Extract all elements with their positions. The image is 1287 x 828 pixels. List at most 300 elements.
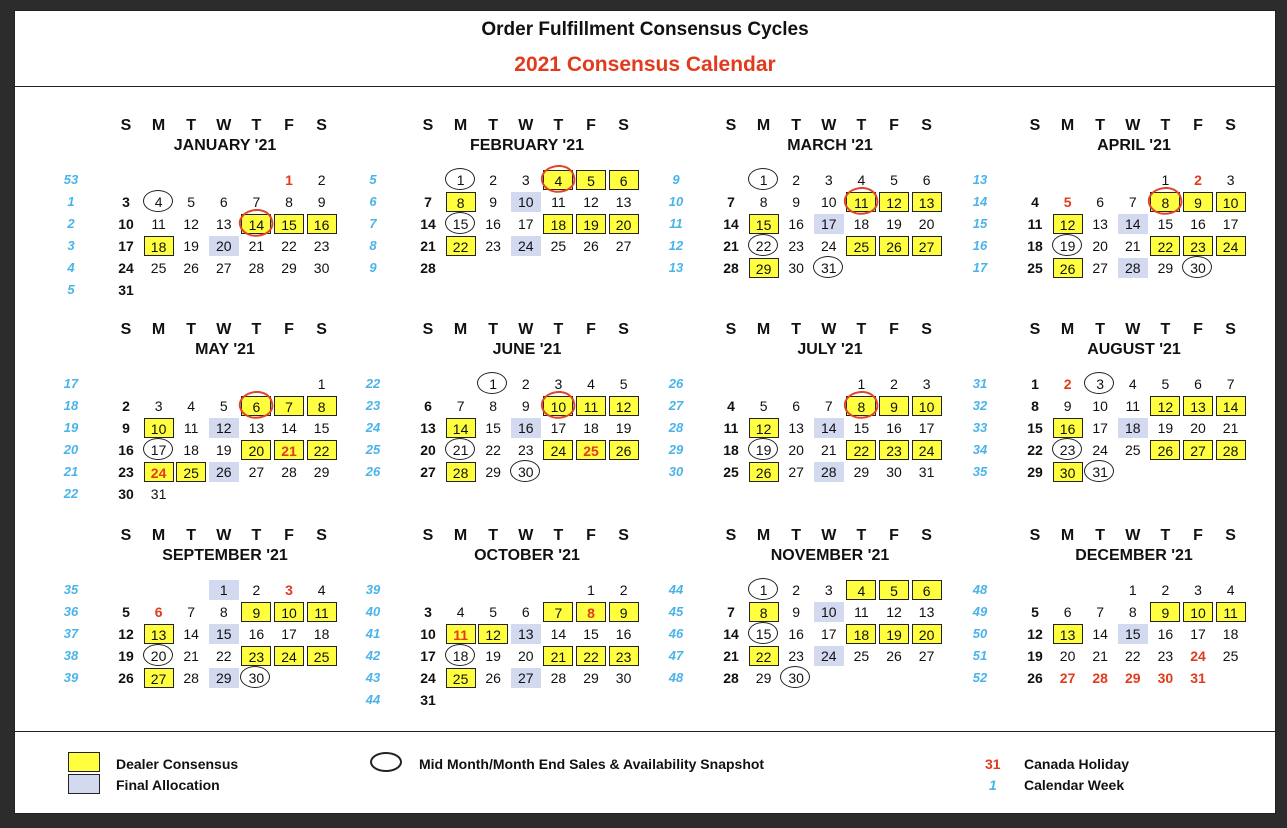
weekday-label: T: [251, 117, 262, 134]
calendar-week-number: 10: [668, 194, 684, 209]
calendar-day: 26: [1053, 258, 1083, 278]
calendar-week-number: 17: [63, 376, 79, 391]
month-february: [317, 117, 632, 307]
calendar-day: 9: [489, 194, 498, 210]
calendar-day: 19: [879, 624, 909, 644]
calendar-day: 7: [456, 398, 465, 414]
calendar-day: 3: [824, 172, 833, 188]
calendar-day: 20: [912, 624, 942, 644]
calendar-day: 9: [609, 602, 639, 622]
calendar-day: 19: [749, 440, 779, 460]
month-name: DECEMBER '21: [1075, 547, 1193, 564]
calendar-day: 18: [846, 624, 876, 644]
calendar-week-number: 19: [63, 420, 79, 435]
calendar-day: 8: [1128, 604, 1137, 620]
calendar-day: 7: [274, 396, 304, 416]
calendar-day: 5: [576, 170, 606, 190]
calendar-day: 4: [543, 170, 573, 190]
calendar-day: 17: [518, 216, 534, 232]
calendar-day: 4: [857, 172, 866, 188]
calendar-day: 14: [183, 626, 199, 642]
calendar-day: 14: [446, 418, 476, 438]
calendar-day: 9: [122, 420, 130, 436]
calendar-day: 1: [317, 376, 326, 392]
calendar-day: 21: [183, 648, 199, 664]
calendar-day: 25: [307, 646, 337, 666]
calendar-day: 13: [918, 604, 935, 620]
calendar-day: 22: [485, 442, 501, 458]
weekday-label: S: [316, 527, 327, 544]
calendar-day: 13: [248, 420, 265, 436]
weekday-label: S: [120, 321, 132, 338]
calendar-day: 23: [518, 442, 534, 458]
calendar-day: 17: [1092, 420, 1108, 436]
calendar-week-number: 26: [668, 376, 684, 391]
calendar-day: 29: [1125, 670, 1141, 686]
calendar-day: 30: [781, 668, 811, 688]
calendar-day: 10: [511, 192, 541, 212]
calendar-week-number: 12: [668, 238, 684, 253]
month-march: [620, 117, 935, 307]
calendar-subtitle: 2021 Consensus Calendar: [514, 53, 776, 76]
calendar-day: 28: [281, 464, 297, 480]
weekday-label: T: [553, 527, 564, 544]
weekday-label: T: [488, 117, 499, 134]
calendar-day: 23: [313, 238, 330, 254]
weekday-label: W: [821, 117, 837, 134]
weekday-header: [972, 321, 1236, 341]
calendar-week-number: 22: [365, 376, 381, 391]
calendar-day: 15: [853, 420, 870, 436]
weekday-label: M: [151, 117, 166, 134]
calendar-day: 16: [615, 626, 632, 642]
calendar-day: 12: [609, 396, 639, 416]
calendar-day: 20: [209, 236, 239, 256]
weekday-label: M: [756, 117, 771, 134]
weekday-label: S: [921, 117, 932, 134]
weekday-label: W: [518, 321, 534, 338]
calendar-day: 18: [1118, 418, 1148, 438]
calendar-day: 28: [723, 260, 739, 276]
weekday-label: S: [921, 527, 932, 544]
calendar-day: 6: [1063, 604, 1072, 620]
weekday-label: F: [889, 527, 899, 544]
weekday-label: F: [1193, 527, 1203, 544]
calendar-day: 5: [1161, 376, 1170, 392]
calendar-day: 5: [759, 398, 768, 414]
legend-dealer-label: Dealer Consensus: [116, 756, 239, 772]
calendar-day: 17: [1190, 626, 1206, 642]
calendar-day: 3: [922, 376, 931, 392]
calendar-day: 28: [446, 462, 476, 482]
weekday-label: M: [1060, 527, 1075, 544]
weekday-label: T: [1160, 321, 1171, 338]
calendar-day: 23: [879, 440, 909, 460]
calendar-day: 4: [317, 582, 326, 598]
calendar-day: 8: [846, 396, 876, 416]
calendar-day: 17: [281, 626, 297, 642]
weekday-label: T: [856, 117, 867, 134]
calendar-day: 22: [446, 236, 476, 256]
weekday-label: F: [586, 321, 596, 338]
calendar-day: 6: [1096, 194, 1105, 210]
calendar-day: 3: [424, 604, 432, 620]
calendar-day: 18: [583, 420, 599, 436]
calendar-week-number: 32: [972, 398, 988, 413]
weekday-label: F: [284, 117, 294, 134]
weekday-label: S: [618, 321, 629, 338]
calendar-week-number: 33: [972, 420, 988, 435]
calendar-day: 29: [1027, 464, 1043, 480]
calendar-day: 12: [1150, 396, 1180, 416]
weekday-label: S: [316, 321, 327, 338]
calendar-week-number: 11: [669, 216, 683, 231]
calendar-day: 7: [187, 604, 196, 620]
calendar-day: 4: [187, 398, 196, 414]
calendar-day: 4: [846, 580, 876, 600]
calendar-week-number: 53: [63, 172, 79, 187]
calendar-day: 3: [1085, 374, 1115, 394]
calendar-week-number: 13: [972, 172, 988, 187]
calendar-day: 15: [485, 420, 501, 436]
weekday-label: T: [186, 527, 197, 544]
calendar-day: 20: [788, 442, 804, 458]
month-october: [317, 527, 632, 717]
calendar-day: 12: [886, 604, 902, 620]
calendar-day: 31: [150, 486, 167, 502]
calendar-week-number: 48: [972, 582, 988, 597]
calendar-week-number: 46: [668, 626, 684, 641]
calendar-day: 8: [759, 194, 768, 210]
calendar-day: 27: [1183, 440, 1213, 460]
calendar-day: 1: [749, 580, 779, 600]
weekday-label: S: [1029, 527, 1041, 544]
calendar-day: 10: [1216, 192, 1246, 212]
calendar-week-number: 24: [365, 420, 381, 435]
calendar-day: 29: [485, 464, 501, 480]
calendar-day: 20: [918, 216, 935, 232]
calendar-day: 23: [241, 646, 271, 666]
week-sample: 1: [989, 777, 997, 793]
calendar-day: 9: [792, 194, 801, 210]
calendar-day: 16: [248, 626, 265, 642]
calendar-day: 11: [854, 604, 869, 620]
calendar-day: 10: [144, 418, 174, 438]
calendar-day: 14: [1216, 396, 1246, 416]
calendar-day: 21: [723, 238, 739, 254]
calendar-day: 30: [1157, 670, 1174, 686]
weekday-label: T: [1095, 117, 1106, 134]
calendar-day: 6: [912, 580, 942, 600]
weekday-label: S: [618, 117, 629, 134]
calendar-week-number: 40: [365, 604, 381, 619]
calendar-day: 31: [1190, 670, 1206, 686]
calendar-day: 29: [749, 258, 779, 278]
calendar-day: 6: [1194, 376, 1202, 392]
calendar-day: 7: [727, 194, 735, 210]
calendar-day: 23: [788, 648, 804, 664]
calendar-day: 13: [788, 420, 804, 436]
calendar-day: 7: [543, 602, 573, 622]
calendar-day: 20: [1059, 648, 1076, 664]
weekday-label: S: [422, 527, 434, 544]
weekday-label: W: [518, 117, 534, 134]
month-name: JANUARY '21: [173, 137, 277, 154]
weekday-label: S: [120, 527, 132, 544]
calendar-day: 10: [274, 602, 304, 622]
calendar-day: 25: [446, 668, 476, 688]
weekday-label: F: [1193, 117, 1203, 134]
calendar-day: 17: [1222, 216, 1239, 232]
calendar-week-number: 2: [67, 216, 75, 231]
weekday-label: M: [756, 527, 771, 544]
calendar-day: 14: [723, 626, 739, 642]
calendar-day: 29: [583, 670, 599, 686]
calendar-day: 29: [281, 260, 297, 276]
calendar-week-number: 17: [972, 260, 988, 275]
calendar-week-number: 25: [365, 442, 381, 457]
calendar-day: 22: [307, 440, 337, 460]
calendar-day: 5: [219, 398, 228, 414]
weekday-label: S: [725, 117, 737, 134]
calendar-week-number: 7: [369, 216, 377, 231]
calendar-day: 27: [615, 238, 632, 254]
weekday-label: S: [120, 117, 132, 134]
calendar-day: 16: [886, 420, 902, 436]
calendar-week-number: 39: [63, 670, 79, 685]
calendar-day: 22: [1150, 236, 1180, 256]
weekday-label: T: [1160, 117, 1171, 134]
calendar-day: 14: [550, 626, 567, 642]
calendar-week-number: 37: [63, 626, 79, 641]
calendar-day: 20: [1190, 420, 1206, 436]
calendar-day: 24: [912, 440, 942, 460]
weekday-label: T: [553, 321, 564, 338]
weekday-label: S: [921, 321, 932, 338]
calendar-day: 9: [1183, 192, 1213, 212]
calendar-day: 5: [187, 194, 196, 210]
calendar-week-number: 41: [365, 626, 381, 641]
calendar-day: 18: [446, 646, 476, 666]
calendar-week-number: 44: [365, 692, 381, 707]
weekday-label: F: [889, 117, 899, 134]
calendar-day: 9: [317, 194, 326, 210]
calendar-day: 1: [749, 170, 779, 190]
calendar-day: 15: [583, 626, 599, 642]
weekday-label: F: [284, 321, 294, 338]
calendar-day: 27: [1059, 670, 1076, 686]
calendar-day: 31: [420, 692, 436, 708]
calendar-day: 25: [853, 648, 870, 664]
calendar-day: 10: [1092, 398, 1108, 414]
calendar-day: 18: [543, 214, 573, 234]
calendar-day: 3: [1194, 582, 1202, 598]
calendar-week-number: 28: [668, 420, 684, 435]
calendar-day: 27: [918, 648, 935, 664]
month-may: [15, 321, 330, 511]
weekday-label: W: [1125, 527, 1141, 544]
weekday-label: T: [791, 321, 802, 338]
calendar-day: 15: [209, 624, 239, 644]
calendar-day: 6: [521, 604, 530, 620]
calendar-day: 2: [252, 582, 261, 598]
weekday-label: S: [1029, 321, 1041, 338]
calendar-day: 6: [241, 396, 271, 416]
calendar-day: 14: [814, 418, 844, 438]
calendar-day: 10: [912, 396, 942, 416]
calendar-day: 30: [1183, 258, 1213, 278]
calendar-week-number: 44: [668, 582, 684, 597]
weekday-label: W: [1125, 117, 1141, 134]
calendar-day: 31: [118, 282, 134, 298]
calendar-day: 13: [615, 194, 632, 210]
month-name: MARCH '21: [787, 137, 873, 154]
calendar-day: 18: [183, 442, 199, 458]
calendar-day: 17: [144, 440, 174, 460]
calendar-day: 15: [274, 214, 304, 234]
weekday-header: [668, 527, 932, 547]
calendar-day: 3: [824, 582, 833, 598]
calendar-day: 30: [511, 462, 541, 482]
calendar-day: 23: [485, 238, 501, 254]
calendar-day: 5: [1063, 194, 1072, 210]
calendar-day: 26: [583, 238, 599, 254]
calendar-day: 15: [313, 420, 330, 436]
weekday-label: T: [186, 321, 197, 338]
calendar-day: 20: [144, 646, 174, 666]
calendar-day: 24: [1190, 648, 1206, 664]
calendar-day: 5: [879, 580, 909, 600]
month-april: [924, 117, 1239, 307]
weekday-header: [365, 527, 629, 547]
month-name: JULY '21: [797, 341, 863, 358]
weekday-label: S: [316, 117, 327, 134]
weekday-label: T: [1095, 321, 1106, 338]
calendar-day: 1: [857, 376, 866, 392]
calendar-day: 18: [723, 442, 739, 458]
calendar-day: 25: [150, 260, 167, 276]
calendar-day: 27: [912, 236, 942, 256]
calendar-day: 22: [1125, 648, 1141, 664]
calendar-day: 18: [853, 216, 870, 232]
calendar-week-number: 27: [668, 398, 684, 413]
calendar-day: 6: [922, 172, 931, 188]
month-november: [620, 527, 935, 717]
calendar-week-number: 13: [668, 260, 684, 275]
calendar-week-number: 14: [972, 194, 988, 209]
calendar-day: 30: [313, 260, 330, 276]
weekday-label: T: [791, 527, 802, 544]
calendar-day: 11: [846, 192, 876, 212]
calendar-day: 17: [821, 626, 837, 642]
calendar-day: 27: [420, 464, 436, 480]
weekday-label: T: [251, 321, 262, 338]
calendar-day: 14: [1118, 214, 1148, 234]
calendar-day: 19: [216, 442, 232, 458]
calendar-day: 5: [489, 604, 498, 620]
calendar-day: 17: [550, 420, 567, 436]
calendar-day: 28: [550, 670, 567, 686]
calendar-day: 26: [879, 236, 909, 256]
month-name: OCTOBER '21: [474, 547, 580, 564]
calendar-day: 16: [118, 442, 134, 458]
calendar-day: 29: [853, 464, 870, 480]
calendar-day: 11: [723, 420, 739, 436]
calendar-day: 9: [879, 396, 909, 416]
calendar-day: 12: [583, 194, 599, 210]
calendar-day: 13: [1183, 396, 1213, 416]
calendar-week-number: 30: [668, 464, 684, 479]
weekday-header: [63, 527, 327, 547]
calendar-day: 30: [241, 668, 271, 688]
calendar-day: 2: [521, 376, 530, 392]
weekday-label: W: [216, 527, 232, 544]
calendar-day: 24: [1216, 236, 1246, 256]
calendar-day: 23: [1157, 648, 1174, 664]
calendar-day: 10: [821, 194, 837, 210]
calendar-day: 7: [727, 604, 735, 620]
calendar-day: 12: [118, 626, 134, 642]
calendar-day: 20: [1092, 238, 1108, 254]
calendar-day: 2: [122, 398, 130, 414]
calendar-day: 1: [1128, 582, 1137, 598]
calendar-day: 5: [1031, 604, 1039, 620]
weekday-label: F: [284, 527, 294, 544]
calendar-week-number: 50: [972, 626, 988, 641]
calendar-day: 4: [1226, 582, 1235, 598]
weekday-label: F: [889, 321, 899, 338]
calendar-day: 29: [1157, 260, 1174, 276]
month-august: [924, 321, 1239, 511]
calendar-week-number: 43: [365, 670, 381, 685]
month-june: [317, 321, 632, 511]
weekday-header: [365, 321, 629, 341]
calendar-week-number: 6: [369, 194, 377, 209]
calendar-day: 21: [420, 238, 436, 254]
legend-holiday-label: Canada Holiday: [1024, 756, 1130, 772]
calendar-day: 21: [723, 648, 739, 664]
calendar-day: 4: [456, 604, 465, 620]
calendar-day: 15: [1118, 624, 1148, 644]
calendar-day: 8: [1031, 398, 1039, 414]
calendar-day: 29: [209, 668, 239, 688]
weekday-label: S: [1225, 527, 1236, 544]
calendar-week-number: 36: [63, 604, 79, 619]
calendar-day: 19: [886, 216, 902, 232]
weekday-label: S: [422, 321, 434, 338]
weekday-label: S: [725, 527, 737, 544]
calendar-day: 18: [313, 626, 330, 642]
calendar-day: 2: [1161, 582, 1170, 598]
calendar-day: 1: [209, 580, 239, 600]
calendar-day: 25: [550, 238, 567, 254]
calendar-week-number: 23: [365, 398, 381, 413]
weekday-label: S: [422, 117, 434, 134]
calendar-day: 8: [749, 602, 779, 622]
calendar-day: 13: [912, 192, 942, 212]
calendar-day: 4: [587, 376, 595, 392]
calendar-day: 23: [1053, 440, 1083, 460]
weekday-label: S: [1225, 117, 1236, 134]
calendar-day: 21: [1222, 420, 1239, 436]
calendar-day: 12: [209, 418, 239, 438]
calendar-day: 19: [485, 648, 501, 664]
calendar-week-number: 4: [67, 260, 75, 275]
calendar-day: 9: [521, 398, 530, 414]
calendar-day: 8: [446, 192, 476, 212]
calendar-day: 16: [788, 626, 804, 642]
legend-final-label: Final Allocation: [116, 777, 220, 793]
